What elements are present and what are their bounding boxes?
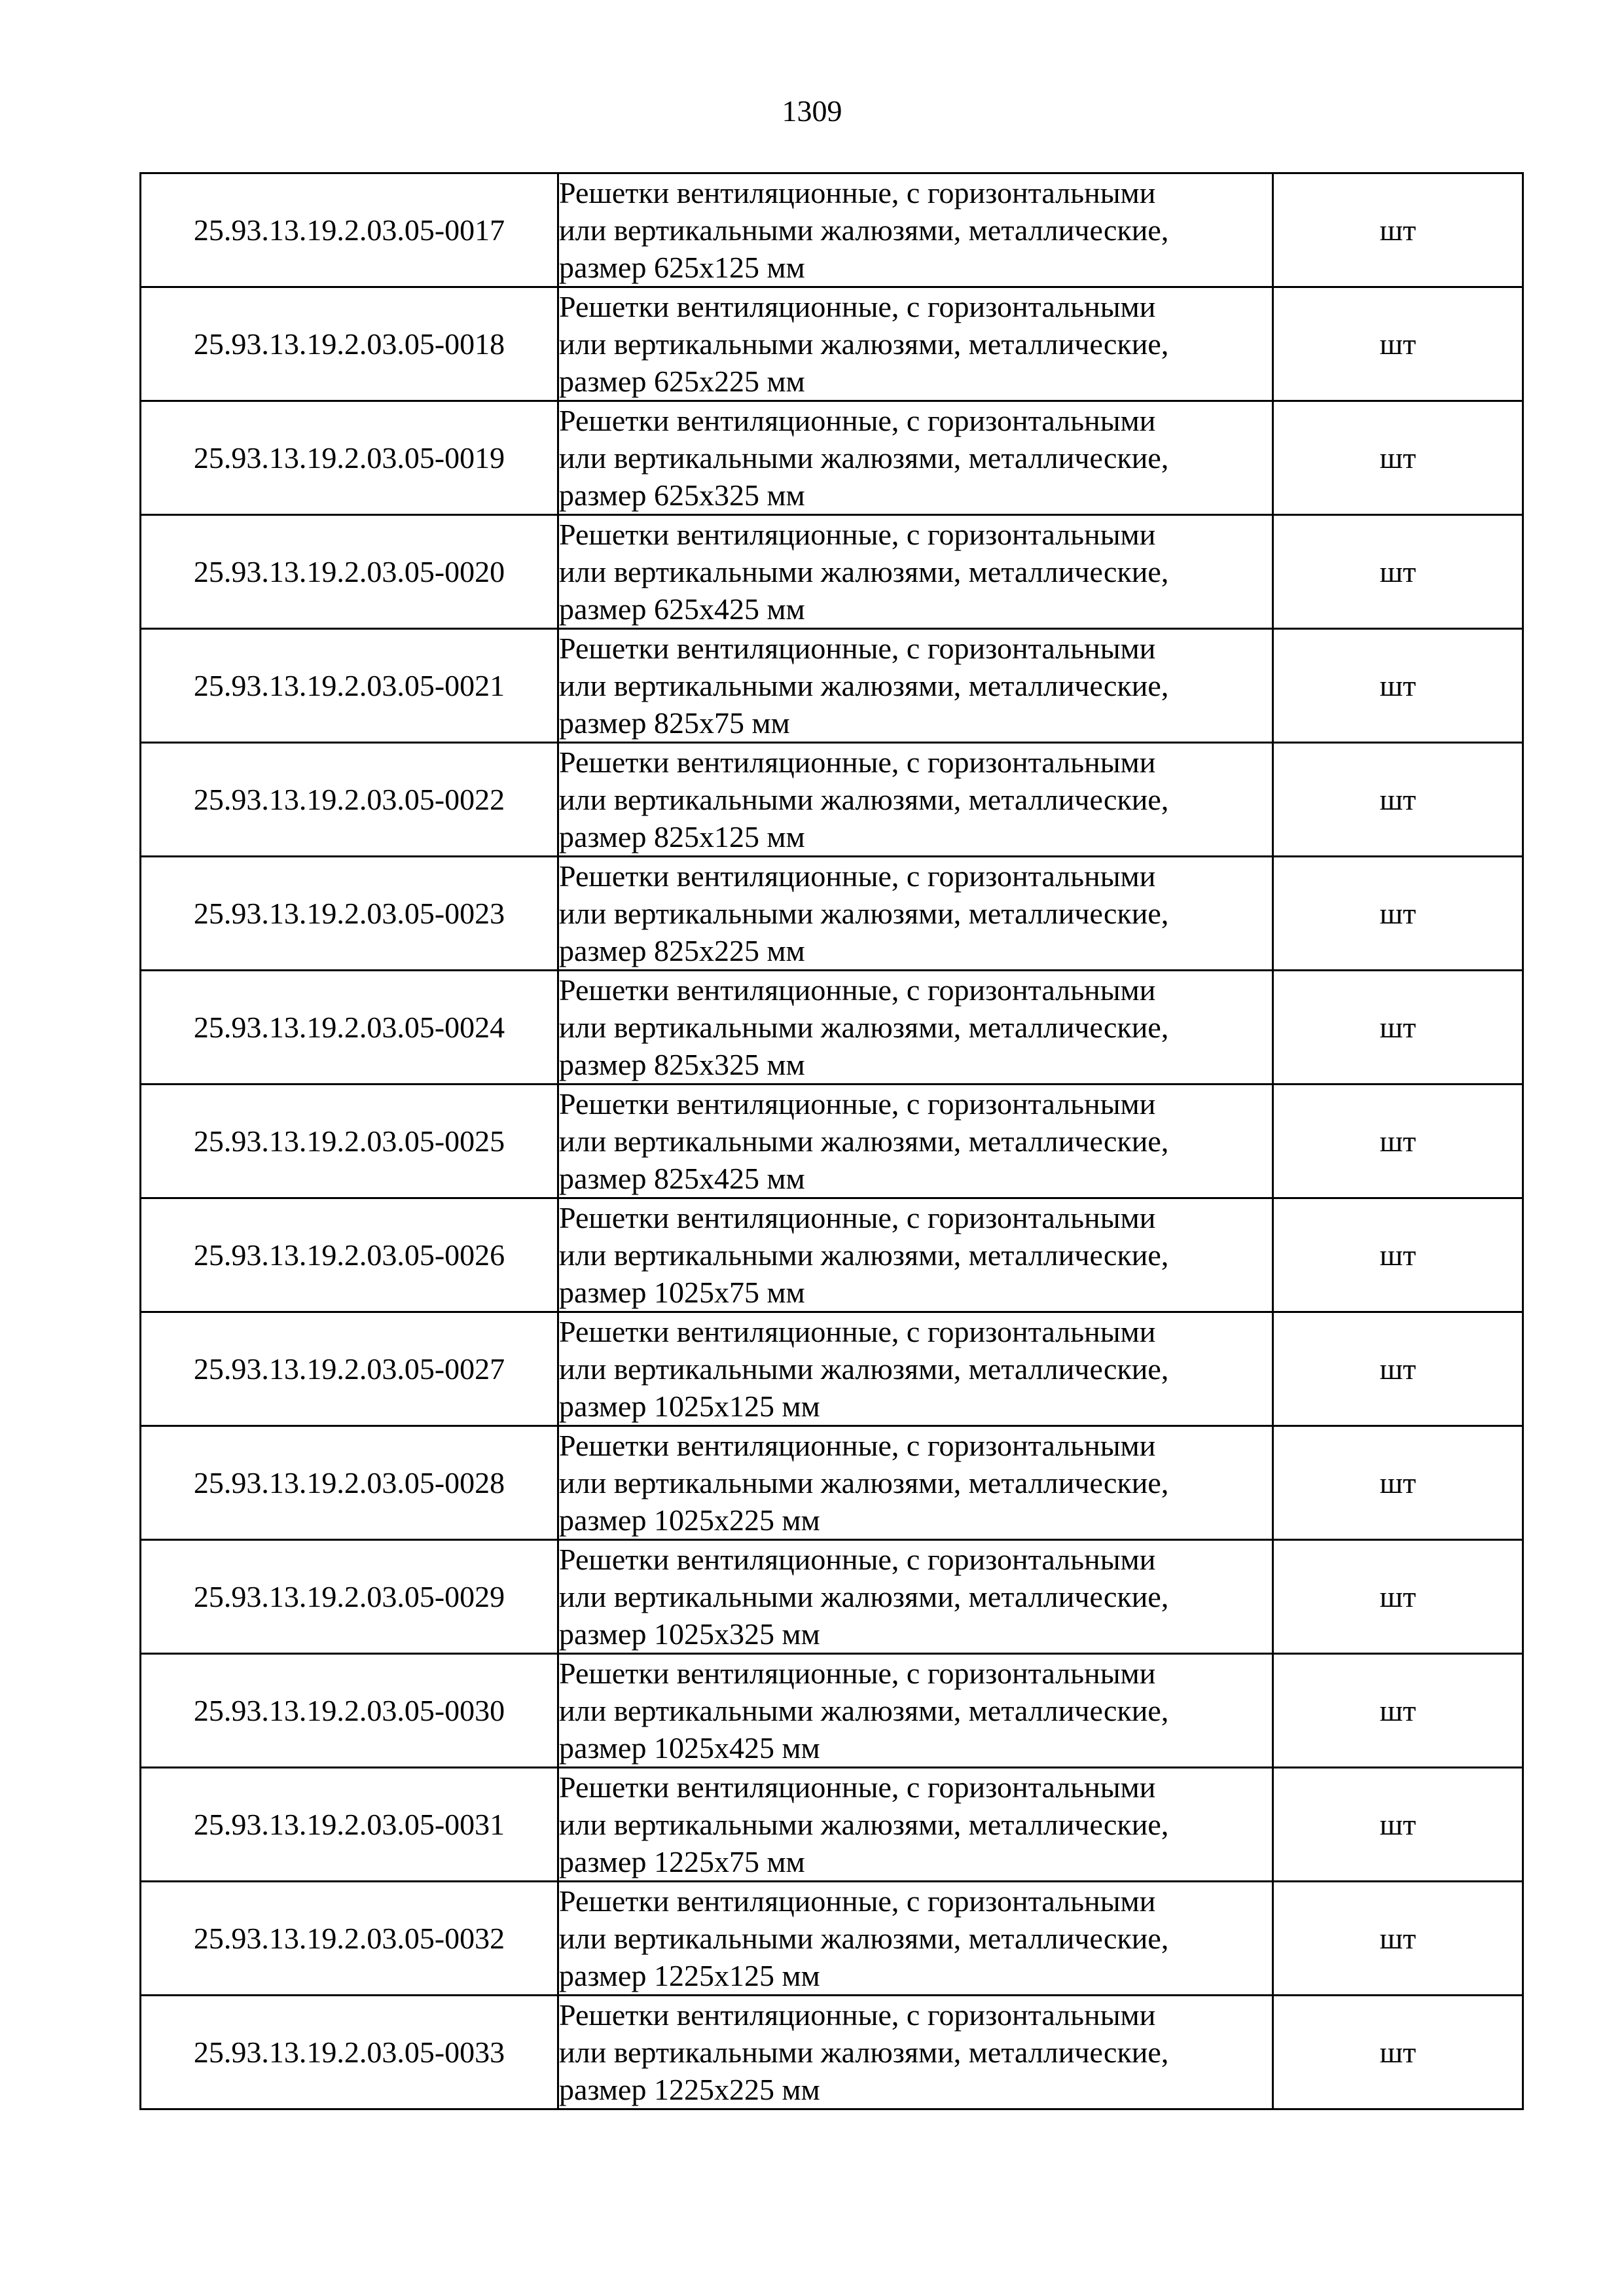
table-row: [141, 401, 1523, 515]
row-unit: шт: [1273, 857, 1523, 971]
table-row: [141, 1312, 1523, 1426]
description-line: размер 1225х75 мм: [559, 1845, 805, 1878]
row-description: [558, 857, 1273, 971]
description-line: Решетки вентиляционные, с горизонтальными: [559, 973, 1156, 1007]
description-line: или вертикальными жалюзями, металлические,: [559, 441, 1169, 475]
table-row: [141, 1882, 1523, 1996]
description-line: или вертикальными жалюзями, металлические,: [559, 669, 1169, 702]
description-line: Решетки вентиляционные, с горизонтальными: [559, 176, 1156, 209]
description-line: или вертикальными жалюзями, металлические,: [559, 783, 1169, 816]
row-code: 25.93.13.19.2.03.05-0024: [141, 971, 558, 1085]
description-line: Решетки вентиляционные, с горизонтальными: [559, 290, 1156, 323]
row-code: 25.93.13.19.2.03.05-0021: [141, 629, 558, 743]
table-body: [141, 173, 1523, 2109]
description-line: размер 625х225 мм: [559, 365, 805, 398]
row-unit: шт: [1273, 1540, 1523, 1654]
description-line: Решетки вентиляционные, с горизонтальными: [559, 745, 1156, 779]
table-row: [141, 1198, 1523, 1312]
row-code: 25.93.13.19.2.03.05-0030: [141, 1654, 558, 1768]
row-description: [558, 1996, 1273, 2109]
row-unit: шт: [1273, 515, 1523, 629]
table-row: [141, 971, 1523, 1085]
description-line: Решетки вентиляционные, с горизонтальными: [559, 1884, 1156, 1918]
description-line: размер 825х425 мм: [559, 1162, 805, 1195]
table-row: [141, 1540, 1523, 1654]
row-unit: шт: [1273, 1198, 1523, 1312]
description-line: Решетки вентиляционные, с горизонтальными: [559, 518, 1156, 551]
table-row: [141, 1426, 1523, 1540]
description-line: или вертикальными жалюзями, металлические,: [559, 897, 1169, 930]
row-unit: шт: [1273, 1312, 1523, 1426]
description-line: размер 1025х225 мм: [559, 1503, 820, 1537]
row-code: 25.93.13.19.2.03.05-0023: [141, 857, 558, 971]
row-description: [558, 515, 1273, 629]
row-code: 25.93.13.19.2.03.05-0029: [141, 1540, 558, 1654]
description-line: или вертикальными жалюзями, металлические,: [559, 1580, 1169, 1613]
row-code: 25.93.13.19.2.03.05-0028: [141, 1426, 558, 1540]
description-line: размер 825х325 мм: [559, 1048, 805, 1081]
row-code: 25.93.13.19.2.03.05-0033: [141, 1996, 558, 2109]
description-line: Решетки вентиляционные, с горизонтальными: [559, 1201, 1156, 1234]
page-number: 1309: [782, 94, 842, 128]
description-line: Решетки вентиляционные, с горизонтальными: [559, 404, 1156, 437]
resource-table: [139, 172, 1524, 2110]
row-unit: шт: [1273, 1768, 1523, 1882]
row-code: 25.93.13.19.2.03.05-0017: [141, 173, 558, 287]
row-code: 25.93.13.19.2.03.05-0018: [141, 287, 558, 401]
table-row: [141, 1085, 1523, 1198]
description-line: размер 625х425 мм: [559, 592, 805, 626]
row-description: [558, 287, 1273, 401]
row-code: 25.93.13.19.2.03.05-0019: [141, 401, 558, 515]
description-line: или вертикальными жалюзями, металлические,: [559, 1124, 1169, 1158]
row-unit: шт: [1273, 1882, 1523, 1996]
row-description: [558, 1654, 1273, 1768]
table-row: [141, 857, 1523, 971]
table-row: [141, 173, 1523, 287]
row-description: [558, 1426, 1273, 1540]
row-unit: шт: [1273, 287, 1523, 401]
description-line: Решетки вентиляционные, с горизонтальными: [559, 1543, 1156, 1576]
row-unit: шт: [1273, 1996, 1523, 2109]
table-row: [141, 1654, 1523, 1768]
description-line: размер 1225х225 мм: [559, 2073, 820, 2106]
row-unit: шт: [1273, 173, 1523, 287]
row-description: [558, 1085, 1273, 1198]
row-description: [558, 1312, 1273, 1426]
description-line: Решетки вентиляционные, с горизонтальными: [559, 1998, 1156, 2032]
table-row: [141, 743, 1523, 857]
table-row: [141, 515, 1523, 629]
row-unit: шт: [1273, 1654, 1523, 1768]
row-description: [558, 173, 1273, 287]
row-description: [558, 629, 1273, 743]
description-line: размер 1225х125 мм: [559, 1959, 820, 1992]
description-line: размер 825х225 мм: [559, 934, 805, 967]
row-description: [558, 1198, 1273, 1312]
description-line: или вертикальными жалюзями, металлические,: [559, 1011, 1169, 1044]
row-code: 25.93.13.19.2.03.05-0022: [141, 743, 558, 857]
description-line: размер 825х125 мм: [559, 820, 805, 853]
description-line: или вертикальными жалюзями, металлические,: [559, 1238, 1169, 1272]
description-line: размер 1025х325 мм: [559, 1617, 820, 1651]
row-description: [558, 401, 1273, 515]
description-line: размер 625х325 мм: [559, 478, 805, 512]
row-code: 25.93.13.19.2.03.05-0032: [141, 1882, 558, 1996]
row-description: [558, 971, 1273, 1085]
description-line: Решетки вентиляционные, с горизонтальными: [559, 1087, 1156, 1121]
row-unit: шт: [1273, 401, 1523, 515]
description-line: Решетки вентиляционные, с горизонтальными: [559, 1770, 1156, 1804]
description-line: Решетки вентиляционные, с горизонтальными: [559, 1315, 1156, 1348]
row-description: [558, 1882, 1273, 1996]
row-unit: шт: [1273, 1426, 1523, 1540]
table-row: [141, 287, 1523, 401]
description-line: или вертикальными жалюзями, металлические,: [559, 213, 1169, 247]
description-line: или вертикальными жалюзями, металлические,: [559, 1922, 1169, 1955]
row-unit: шт: [1273, 629, 1523, 743]
row-description: [558, 1768, 1273, 1882]
row-code: 25.93.13.19.2.03.05-0025: [141, 1085, 558, 1198]
row-code: 25.93.13.19.2.03.05-0026: [141, 1198, 558, 1312]
description-line: или вертикальными жалюзями, металлические,: [559, 555, 1169, 588]
description-line: размер 1025х425 мм: [559, 1731, 820, 1765]
description-line: или вертикальными жалюзями, металлические,: [559, 1352, 1169, 1386]
table-row: [141, 1768, 1523, 1882]
description-line: или вертикальными жалюзями, металлические,: [559, 1466, 1169, 1499]
description-line: размер 625х125 мм: [559, 251, 805, 284]
description-line: размер 1025х75 мм: [559, 1276, 805, 1309]
description-line: Решетки вентиляционные, с горизонтальными: [559, 1657, 1156, 1690]
row-description: [558, 743, 1273, 857]
description-line: Решетки вентиляционные, с горизонтальными: [559, 632, 1156, 665]
table-row: [141, 1996, 1523, 2109]
row-code: 25.93.13.19.2.03.05-0031: [141, 1768, 558, 1882]
description-line: размер 1025х125 мм: [559, 1390, 820, 1423]
row-unit: шт: [1273, 1085, 1523, 1198]
description-line: Решетки вентиляционные, с горизонтальными: [559, 859, 1156, 893]
description-line: или вертикальными жалюзями, металлические,: [559, 2036, 1169, 2069]
description-line: Решетки вентиляционные, с горизонтальными: [559, 1429, 1156, 1462]
description-line: размер 825х75 мм: [559, 706, 790, 740]
description-line: или вертикальными жалюзями, металлические,: [559, 1808, 1169, 1841]
description-line: или вертикальными жалюзями, металлические,: [559, 1694, 1169, 1727]
row-unit: шт: [1273, 743, 1523, 857]
row-code: 25.93.13.19.2.03.05-0020: [141, 515, 558, 629]
row-description: [558, 1540, 1273, 1654]
table-row: [141, 629, 1523, 743]
row-unit: шт: [1273, 971, 1523, 1085]
row-code: 25.93.13.19.2.03.05-0027: [141, 1312, 558, 1426]
description-line: или вертикальными жалюзями, металлические,: [559, 327, 1169, 361]
